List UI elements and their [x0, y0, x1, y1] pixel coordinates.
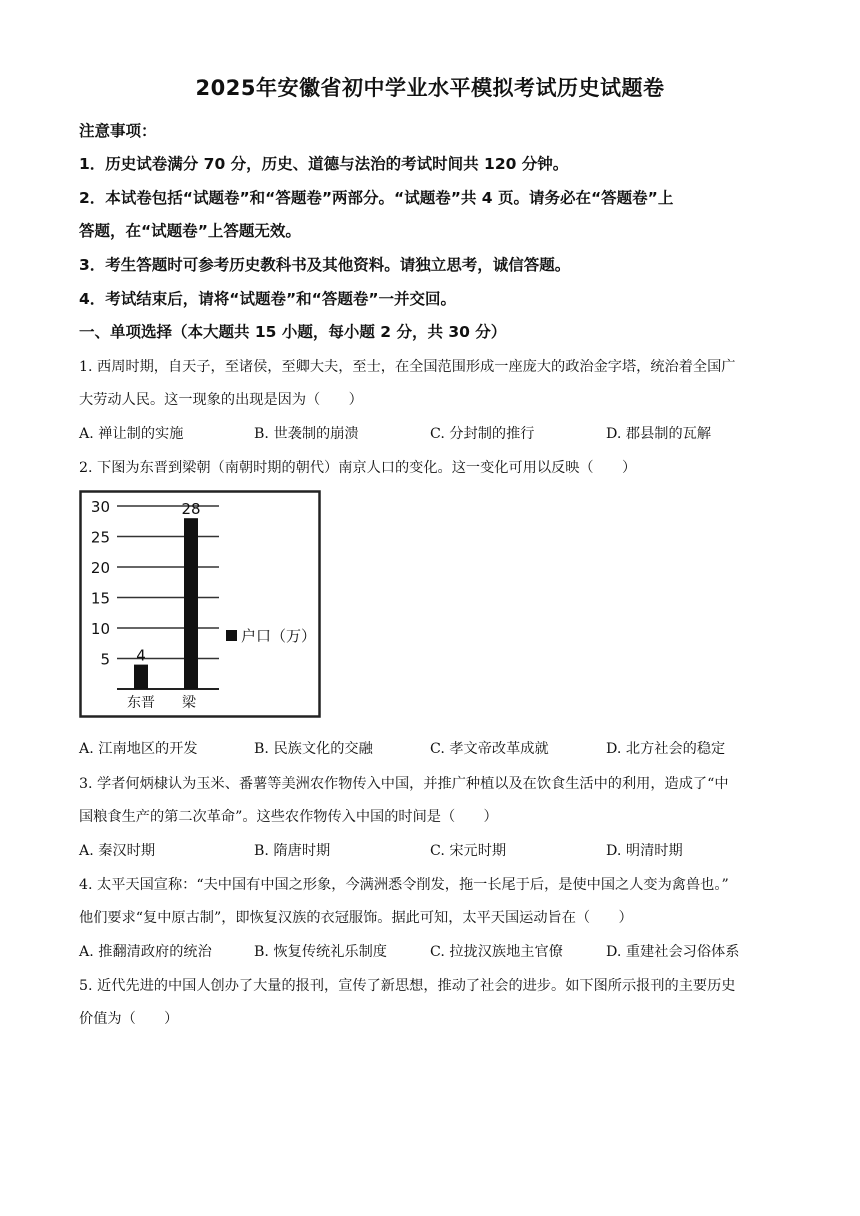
y-tick-label: 10: [90, 620, 110, 638]
section-heading: 一、单项选择（本大题共 15 小题，每小题 2 分，共 30 分）: [79, 323, 507, 341]
question-3-option-b[interactable]: B. 隋唐时期: [254, 843, 331, 859]
question-4-option-b[interactable]: B. 恢复传统礼乐制度: [254, 944, 387, 960]
question-1-option-a[interactable]: A. 禅让制的实施: [79, 426, 184, 442]
population-chart: [79, 490, 321, 718]
question-1-option-b[interactable]: B. 世袭制的崩溃: [254, 426, 359, 442]
y-tick-label: 5: [100, 650, 110, 669]
question-1-option-c[interactable]: C. 分封制的推行: [430, 426, 535, 442]
question-2-option-d[interactable]: D. 北方社会的稳定: [606, 741, 726, 757]
x-category-label: 东晋: [127, 695, 155, 711]
question-2-text: 2. 下图为东晋到梁朝（南朝时期的朝代）南京人口的变化。这一变化可用以反映（ ）: [79, 460, 637, 476]
question-1-text: 大劳动人民。这一现象的出现是因为（ ）: [79, 392, 363, 408]
bar-data-label: 28: [181, 500, 201, 519]
question-5-text: 价值为（ ）: [79, 1011, 179, 1027]
notice-item: 答题，在“试题卷”上答题无效。: [79, 222, 301, 240]
question-5-text: 5. 近代先进的中国人创办了大量的报刊，宣传了新思想，推动了社会的进步。如下图所示报刊的主要历史: [79, 978, 736, 994]
population-bar-chart: [79, 490, 321, 718]
legend-label: 户口（万）: [241, 627, 317, 645]
y-tick-label: 30: [90, 498, 110, 516]
bar: [184, 518, 198, 689]
question-4-option-a[interactable]: A. 推翻清政府的统治: [79, 944, 212, 960]
bar: [134, 665, 148, 689]
x-category-label: 梁: [182, 695, 196, 711]
y-tick-label: 25: [90, 528, 110, 547]
question-4-option-d[interactable]: D. 重建社会习俗体系: [606, 944, 740, 960]
question-2-option-b[interactable]: B. 民族文化的交融: [254, 741, 373, 757]
question-4-text: 4. 太平天国宣称：“夫中国有中国之形象，今满洲悉令削发，拖一长尾于后，是使中国之人变为禽兽也。”: [79, 877, 729, 893]
question-2-option-c[interactable]: C. 孝文帝改革成就: [430, 741, 549, 757]
question-3-text: 国粮食生产的第二次革命”。这些农作物传入中国的时间是（ ）: [79, 809, 498, 825]
question-4-option-c[interactable]: C. 拉拢汉族地主官僚: [430, 944, 563, 960]
chart-frame: [81, 492, 320, 717]
question-3-option-a[interactable]: A. 秦汉时期: [79, 843, 156, 859]
question-1-text: 1. 西周时期，自天子，至诸侯，至卿大夫，至士，在全国范围形成一座庞大的政治金字塔，统治着全国广: [79, 359, 736, 375]
y-tick-label: 20: [90, 559, 110, 577]
notice-item: 4．考试结束后，请将“试题卷”和“答题卷”一并交回。: [79, 290, 457, 308]
question-1-option-d[interactable]: D. 郡县制的瓦解: [606, 426, 712, 442]
notice-heading: 注意事项：: [79, 122, 157, 140]
question-2-option-a[interactable]: A. 江南地区的开发: [79, 741, 198, 757]
page-title: 2025年安徽省初中学业水平模拟考试历史试题卷: [195, 76, 665, 100]
notice-item: 3．考生答题时可参考历史教科书及其他资料。请独立思考，诚信答题。: [79, 256, 571, 274]
question-4-text: 他们要求“复中原古制”，即恢复汉族的衣冠服饰。据此可知，太平天国运动旨在（ ）: [79, 910, 633, 926]
question-3-option-c[interactable]: C. 宋元时期: [430, 843, 507, 859]
bar-data-label: 4: [136, 646, 146, 665]
notice-item: 1．历史试卷满分 70 分，历史、道德与法治的考试时间共 120 分钟。: [79, 155, 569, 173]
question-3-option-d[interactable]: D. 明清时期: [606, 843, 683, 859]
notice-item: 2．本试卷包括“试题卷”和“答题卷”两部分。“试题卷”共 4 页。请务必在“答题卷”上: [79, 189, 674, 207]
y-tick-label: 15: [90, 589, 110, 608]
legend-swatch: [226, 630, 237, 641]
question-3-text: 3. 学者何炳棣认为玉米、番薯等美洲农作物传入中国，并推广种植以及在饮食生活中的利用，造成了“中: [79, 776, 729, 792]
